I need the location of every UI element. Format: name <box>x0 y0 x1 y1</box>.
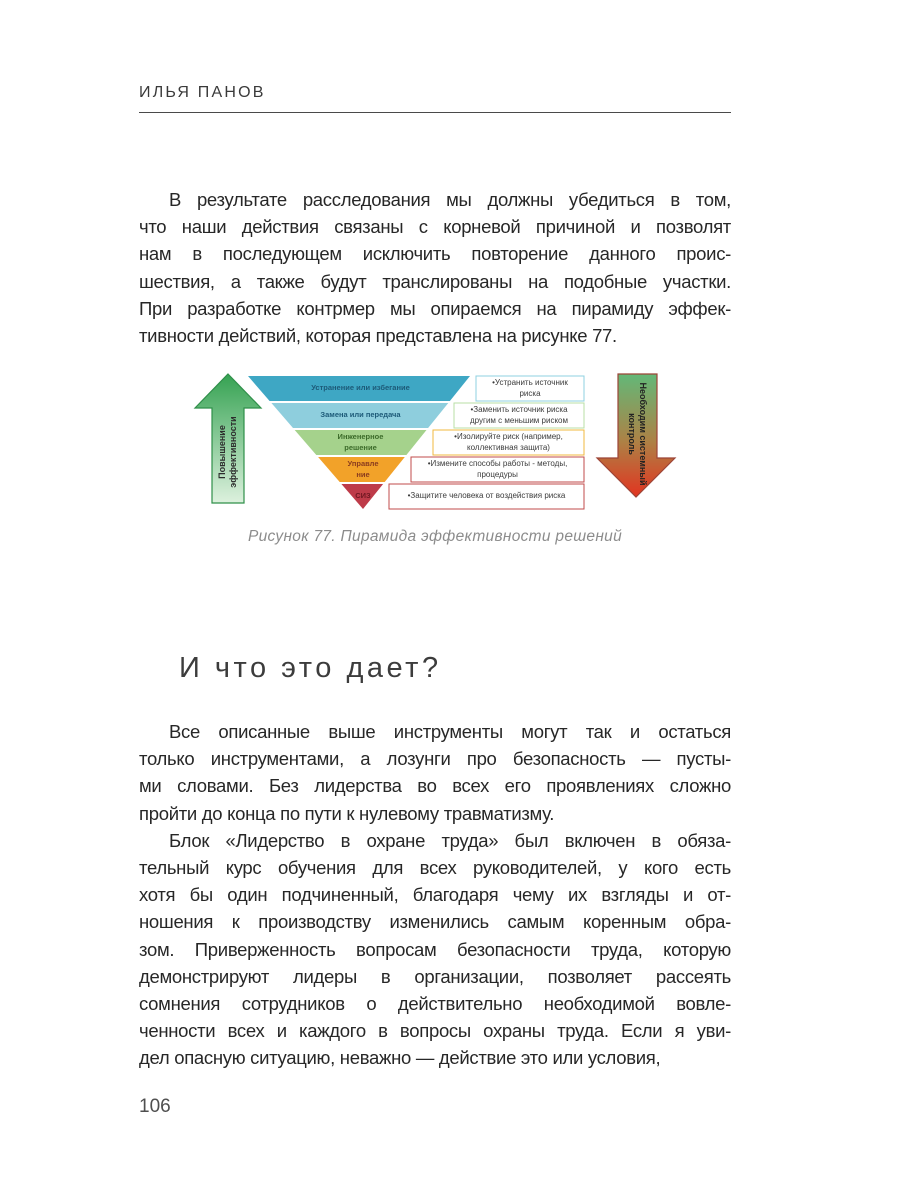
action-text-3: •Изолируйте риск (например, коллективная защита) <box>454 432 563 452</box>
down-arrow-label: Необходим системный контроль <box>627 382 648 486</box>
section-heading: И что это дает? <box>179 652 442 684</box>
header-rule <box>139 112 731 113</box>
action-text-4: •Измените способы работы - методы, процедуры <box>427 459 568 479</box>
figure-77-pyramid <box>193 362 680 512</box>
up-arrow-label: Повышение эффективности <box>217 416 238 488</box>
running-header-author: ИЛЬЯ ПАНОВ <box>139 84 266 101</box>
pyramid-level-1-label: Устранение или избегание <box>311 383 410 392</box>
action-text-2: •Заменить источник риска другим с меньшим риском <box>470 405 568 425</box>
page-number: 106 <box>139 1096 171 1117</box>
paragraph-leadership-2: Блок «Лидерство в охране труда» был включен в обяза- тельный курс обучения для всех руководителей, у кого есть хотя бы один подчиненный, благодаря чему их взгляды и от- ношения к производству изменились самым коренным обра- зом. Приверженность вопросам безопасности труда, которую демонстрируют лидеры в организации, позволяет рассеять сомнения сотрудников о действительно необходимой вовле- ченности всех и каждого в вопросы охраны труда. Если я уви- дел опасную ситуацию, неважно — действие это или условия, <box>139 829 731 1069</box>
action-text-5: •Защитите человека от воздействия риска <box>407 491 566 500</box>
paragraph-leadership-1: Все описанные выше инструменты могут так и остаться только инструментами, а лозунги про безопасность — пусты- ми словами. Без лидерства во всех его проявлениях сложно пройти до конца по пути к нулевому травматизму. <box>139 721 731 824</box>
action-text-1: •Устранить источник риска <box>492 378 568 398</box>
pyramid-level-5-label: СИЗ <box>355 491 371 500</box>
pyramid-level-4-label: Управле ние <box>347 459 379 479</box>
figure-caption: Рисунок 77. Пирамида эффективности решений <box>247 528 622 545</box>
pyramid-level-3-label: Инженерное решение <box>337 432 384 452</box>
intro-paragraph: В результате расследования мы должны убедиться в том, что наши действия связаны с корневой причиной и позволят нам в последующем исключить повторение данного проис- шествия, а также будут транслированы на подобные участки. При разработке контрмер мы опираемся на пирамиду эффек- тивности действий, которая представлена на рисунке 77. <box>139 189 731 347</box>
pyramid-level-2-label: Замена или передача <box>320 410 401 419</box>
body-text <box>139 718 731 1072</box>
